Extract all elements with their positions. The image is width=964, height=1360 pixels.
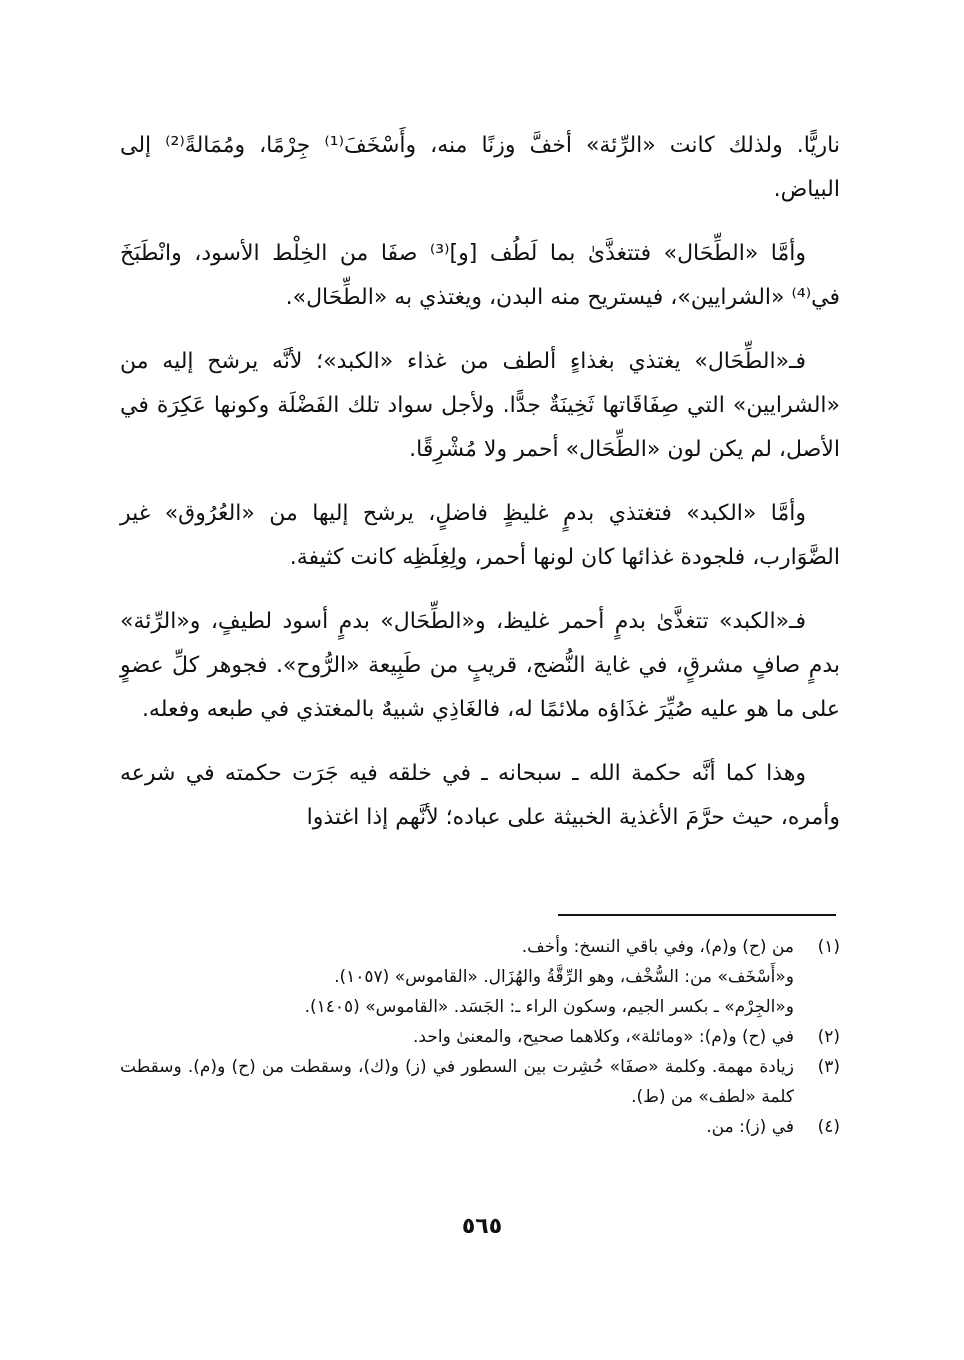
footnote-number: (٢)	[817, 1027, 840, 1047]
page-number: ٥٦٥	[461, 1214, 503, 1239]
footnote-text: في (ح) و(م): «ومائلة»، وكلاهما صحيح، والمعنىٰ واحد.	[413, 1027, 794, 1047]
footnote-1	[120, 932, 840, 962]
paragraph: فـ«الكبد» تتغذَّىٰ بدمٍ أحمر غليظ، و«الطِّحَال» بدمٍ أسود لطيفٍ، و«الرِّئة» بدمٍ صافٍ مشرقٍ، في غاية النُّضج، قريبٍ من طَبِيعة «الرُّوح». فجوهر كلِّ عضوٍ على ما هو عليه صُيِّرَ غذَاؤه ملائمًا له، فالغَاذِي شبيهٌ بالمغتذي في طبعه وفعله.	[120, 609, 840, 722]
footnote-4	[120, 1112, 840, 1142]
footnotes	[120, 932, 840, 1142]
paragraph: فـ«الطِّحَال» يغتذي بغذاءٍ ألطف من غذاء «الكبد»؛ لأنَّه يرشح إليه من «الشرايين» التي صِفَاقَاتها ثَخِينَةٌ جدًّا. ولأجل سواد تلك الفَضْلَة وكونها عَكِرَة في الأصل، لم يكن لون «الطِّحَال» أحمر ولا مُشْرِقًا.	[120, 349, 840, 462]
footnote-number: (١)	[817, 937, 840, 957]
footnote-text: من (ح) و(م)، وفي باقي النسخ: وأخف.	[521, 937, 794, 957]
paragraph: ناريًّا. ولذلك كانت «الرِّئة» أخفَّ وزنًا منه، وأَسْخَفَ⁽¹⁾ جِرْمًا، ومُمَالةً⁽²⁾ إلى البياض.	[120, 133, 840, 202]
paragraph: وهذا كما أنَّه حكمة الله ـ سبحانه ـ في خلقه فيه جَرَت حكمته في شرعه وأمره، حيث حرَّمَ الأغذية الخبيثة على عباده؛ لأنَّهم إذا اغتذوا	[120, 761, 840, 830]
paragraph: وأمَّا «الطِّحَال» فتتغذَّىٰ بما لَطُف [و]⁽³⁾ صفَا من الخِلْط الأسود، وانْطَبَخَ في⁽⁴⁾ «الشرايين»، فيستريح منه البدن، ويغتذي به «الطِّحَال».	[120, 241, 840, 310]
paragraph: وأمَّا «الكبد» فتغتذي بدمٍ غليظٍ فاضلٍ، يرشح إليها من «العُرُوق» غير الضَّوَارب، فلجودة غذائها كان لونها أحمر، ولِغِلَظِه كانت كثيفة.	[120, 501, 840, 570]
main-text-body	[120, 124, 840, 860]
footnote-text: و«أَسْخَف» من: السُّخْف، وهو الرِّقَّةُ والهُزَال. «القاموس» (١٠٥٧).	[334, 967, 794, 987]
footnote-text: زيادة مهمة. وكلمة «صفَا» حُشِرت بين السطور في (ز) و(ك)، وسقطت من (ح) و(م). وسقطت كلمة «لطف» من (ط).	[120, 1057, 794, 1107]
footnote-2	[120, 1022, 840, 1052]
footnote-3	[120, 1052, 840, 1112]
footnote-number: (٣)	[817, 1057, 840, 1077]
footnote-text: و«الجِرْم» ـ بكسر الجيم، وسكون الراء ـ: الجَسَد. «القاموس» (١٤٠٥).	[304, 997, 794, 1017]
footnote-text: في (ز): من.	[706, 1117, 794, 1137]
footnote-divider	[558, 914, 836, 916]
footnote-number: (٤)	[817, 1117, 840, 1137]
